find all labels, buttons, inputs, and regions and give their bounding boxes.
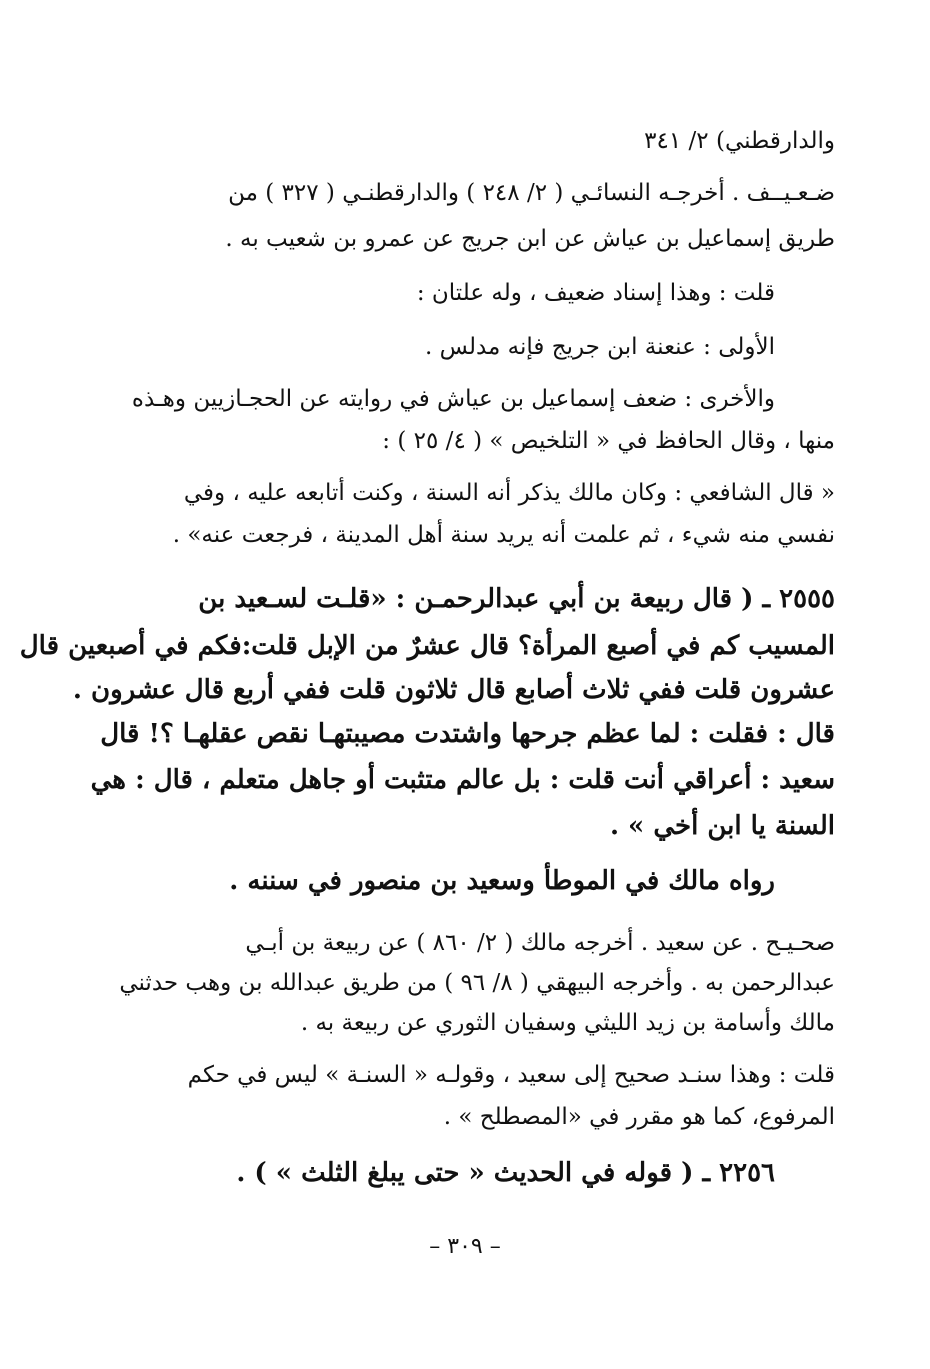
text-line: ضـعـيــف . أخرجـه النسائـي ( ٢/ ٢٤٨ ) والدارقطنـي ( ٣٢٧ ) من <box>228 180 835 206</box>
text-line: طريق إسماعيل بن عياش عن ابن جريج عن عمرو بن شعيب به . <box>225 226 835 252</box>
text-line: « قال الشافعي : وكان مالك يذكر أنه السنة ، وكنت أتابعه عليه ، وفي <box>183 480 835 506</box>
text-line: سعيد : أعراقي أنت قلت : بل عالم متثبت أو جاهل متعلم ، قال : هي <box>90 765 835 795</box>
text-line: الأولى : عنعنة ابن جريج فإنه مدلس . <box>425 334 775 360</box>
text-line: والدارقطني) ٢/ ٣٤١ <box>644 128 835 154</box>
text-line: نفسي منه شيء ، ثم علمت أنه يريد سنة أهل المدينة ، فرجعت عنه» . <box>172 522 835 548</box>
text-line: منها ، وقال الحافظ في « التلخيص » ( ٤/ ٢٥ ) : <box>382 428 835 454</box>
text-line: قلت : وهذا سنـد صحيح إلى سعيد ، وقولـه « السنـة » ليس في حكم <box>187 1062 835 1088</box>
text-line: عشرون قلت ففي ثلاث أصابع قال ثلاثون قلت ففي أربع قال عشرون . <box>72 675 835 705</box>
text-line: قال : فقلت : لما عظم جرحها واشتدت مصيبتهـا نقص عقلهـا ؟! قال <box>100 719 835 749</box>
page-number: – ٣٠٩ – <box>429 1234 501 1259</box>
hadith-heading-2256: ٢٢٥٦ ـ ( قوله في الحديث « حتى يبلغ الثلث » ) . <box>236 1158 775 1188</box>
text-line: والأخرى : ضعف إسماعيل بن عياش في روايته عن الحجـازيين وهـذه <box>131 386 775 412</box>
text-line: مالك وأسامة بن زيد الليثي وسفيان الثوري عن ربيعة به . <box>300 1010 835 1036</box>
text-line: صحـيـح . عن سعيد . أخرجه مالك ( ٢/ ٨٦٠ ) عن ربيعة بن أبـي <box>245 930 835 956</box>
hadith-heading-2555: ٢٥٥٥ ـ ( قال ربيعة بن أبي عبدالرحمـن : «قلـت لسـعيد بن <box>198 584 835 614</box>
text-line: قلت : وهذا إسناد ضعيف ، وله علتان : <box>416 280 775 306</box>
text-line: عبدالرحمن به . وأخرجه البيهقي ( ٨/ ٩٦ ) من طريق عبدالله بن وهب حدثني <box>119 970 835 996</box>
text-line: رواه مالك في الموطأ وسعيد بن منصور في سننه . <box>229 866 775 896</box>
text-line: المرفوع، كما هو مقرر في «المصطلح » . <box>443 1104 835 1130</box>
text-line: المسيب كم في أصبع المرأة؟ قال عشرٌ من الإبل قلت:فكم في أصبعين قال <box>19 631 835 661</box>
text-line: السنة يا ابن أخي » . <box>609 811 835 841</box>
